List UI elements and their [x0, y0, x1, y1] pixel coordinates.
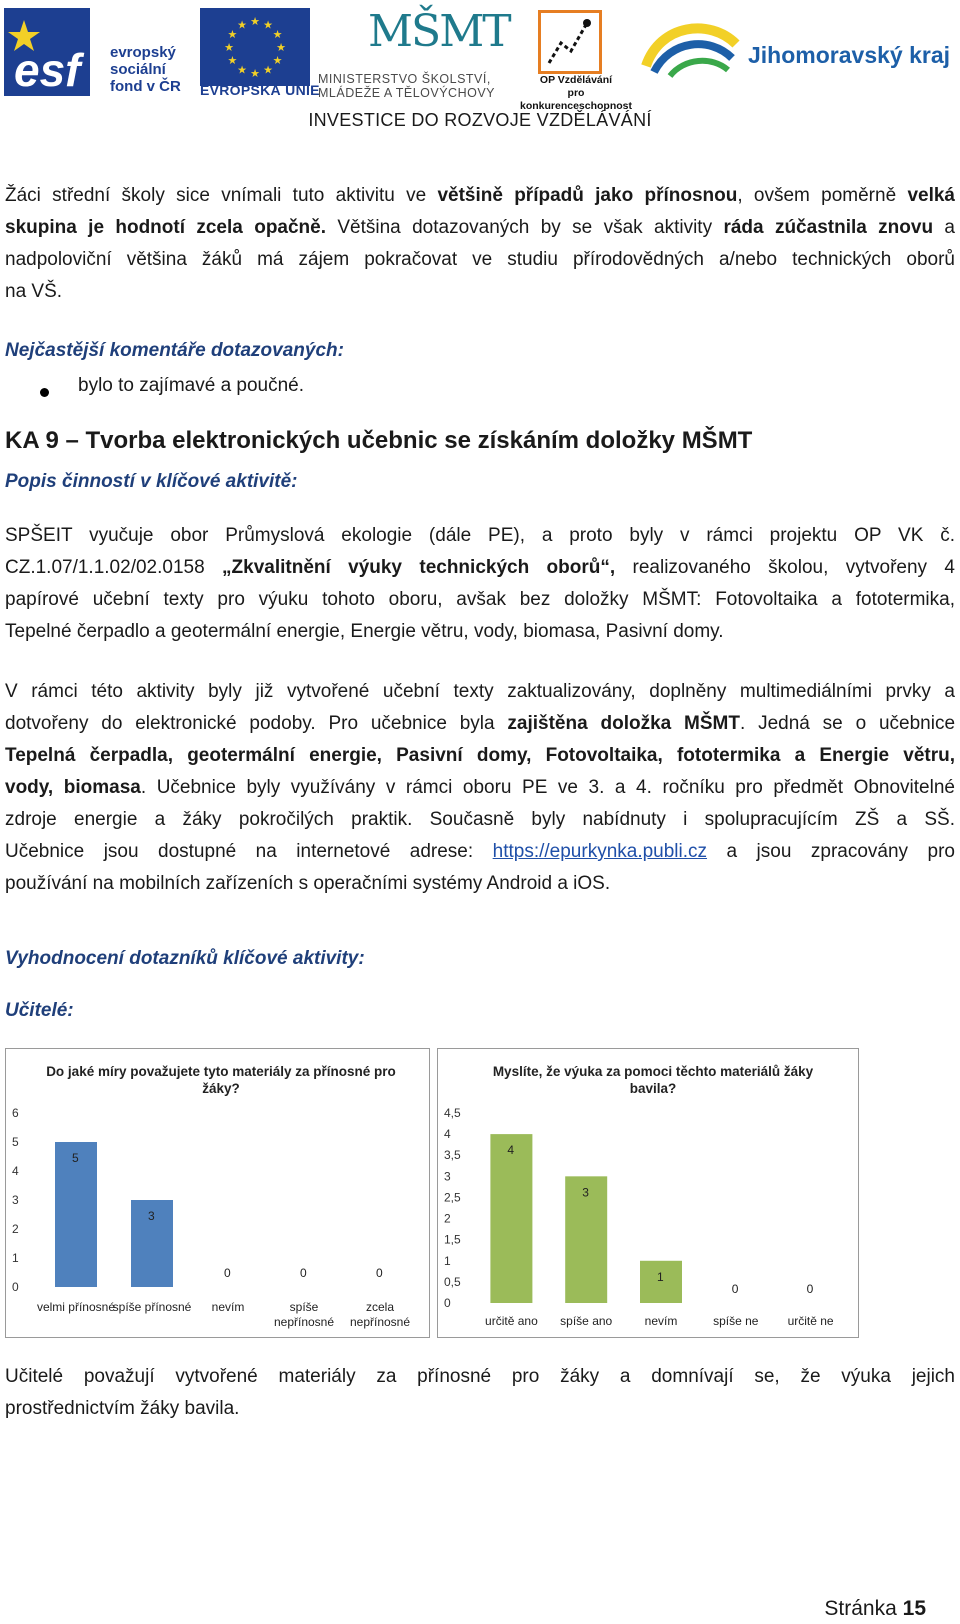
category-label: zcela — [365, 1300, 395, 1314]
y-tick-label: 1,5 — [444, 1232, 461, 1247]
text-line: skupina je hodnotí zcela opačně. Většina dotazovaných by se však aktivity ráda zúčastnila znovu a — [5, 217, 955, 238]
text-line: na VŠ. — [5, 281, 63, 302]
chart-enjoyment-plot — [438, 1049, 858, 1337]
text-line: Tepelné čerpadlo a geotermální energie, Energie větru, vody, biomasa, Pasivní domy. — [5, 621, 724, 642]
y-tick-label: 4,5 — [444, 1106, 461, 1120]
data-label: 3 — [582, 1185, 589, 1200]
text-line: zdroje energie a žáky pokročilých praktik. Současně byly nabídnuty i spolupracujícím ZŠ a SŠ. — [5, 809, 955, 830]
op-vk-logo-mark — [538, 10, 602, 74]
text-line: V rámci této aktivity byly již vytvořené učební texty zaktualizovány, doplněny multimediálními prvky a — [5, 681, 955, 702]
comments-heading: Nejčastější komentáře dotazovaných: — [5, 340, 344, 361]
page-number: Stránka 15 — [824, 1597, 926, 1620]
y-tick-label: 3 — [12, 1193, 19, 1207]
category-label: nevím — [211, 1300, 245, 1314]
category-label: určitě ano — [485, 1314, 538, 1328]
y-tick-label: 6 — [12, 1106, 19, 1120]
text-line: Učitelé považují vytvořené materiály za přínosné pro žáky a domnívají se, že výuka jejich — [5, 1366, 955, 1387]
esf-logo-text: evropský sociální fond v ČR — [110, 44, 181, 95]
category-label: určitě ne — [787, 1314, 834, 1328]
text-line: papírové učební texty pro výuku tohoto oboru, avšak bez doložky MŠMT: Fotovoltaika a fototermika, — [5, 589, 955, 610]
eu-star-icon: ★ — [263, 19, 273, 32]
chart-benefit-plot — [6, 1049, 429, 1337]
section-heading: KA 9 – Tvorba elektronických učebnic se získáním doložky MŠMT — [5, 427, 753, 454]
teachers-heading: Učitelé: — [5, 1000, 74, 1021]
intro-paragraph — [5, 180, 955, 308]
text-line: dotvořeny do elektronické podoby. Pro učebnice byla zajištěna doložka MŠMT. Jedná se o učebnice — [5, 713, 956, 734]
chart-benefit — [5, 1048, 430, 1338]
category-label: spíše ano — [560, 1314, 613, 1328]
data-label: 0 — [224, 1266, 231, 1280]
eu-star-icon: ★ — [250, 16, 260, 28]
y-tick-label: 2 — [12, 1222, 19, 1236]
text-line: CZ.1.07/1.1.02/02.0158 „Zkvalitnění výuky technických oborů“, realizovaného školou, vytvořeny 4 — [5, 557, 955, 578]
data-label: 0 — [300, 1266, 307, 1280]
chart-title: Myslíte, že výuka za pomoci těchto materiálů žáky bavila? — [492, 1064, 814, 1096]
header-tagline: INVESTICE DO ROZVOJE VZDĚLÁVÁNÍ — [308, 110, 652, 130]
eu-star-icon: ★ — [227, 55, 238, 67]
data-label: 1 — [657, 1269, 664, 1284]
y-tick-label: 3,5 — [444, 1148, 461, 1163]
y-tick-label: 5 — [12, 1135, 19, 1149]
activity-heading: Popis činností v klíčové aktivitě: — [5, 471, 298, 492]
y-tick-label: 4 — [444, 1127, 451, 1142]
eu-logo-text: EVROPSKÁ UNIE — [200, 82, 320, 98]
msmt-logo-text: MINISTERSTVO ŠKOLSTVÍ, MLÁDEŽE A TĚLOVÝCHOVY — [318, 72, 495, 100]
category-label: spíše ne — [713, 1314, 759, 1328]
esf-logo-mark — [4, 8, 90, 96]
data-label: 4 — [507, 1143, 515, 1158]
text-line: Učebnice jsou dostupné na internetové adrese: https://epurkynka.publi.cz a jsou zpracovány pro — [5, 841, 955, 862]
data-label: 5 — [72, 1151, 79, 1165]
category-label: nevím — [644, 1314, 678, 1328]
category-label: nepřínosné — [273, 1315, 335, 1329]
category-label: spíše — [289, 1300, 319, 1314]
chart-title: Do jaké míry považujete tyto materiály za přínosné pro žáky? — [46, 1064, 396, 1096]
y-tick-label: 3 — [444, 1169, 451, 1184]
eu-star-icon: ★ — [237, 64, 247, 77]
conclusion-paragraph — [5, 1361, 955, 1425]
y-tick-label: 1 — [444, 1253, 451, 1268]
y-tick-label: 2 — [444, 1211, 451, 1226]
eu-star-icon: ★ — [224, 42, 234, 54]
eu-star-icon: ★ — [272, 29, 283, 41]
category-label: nepřínosné — [349, 1315, 411, 1329]
chart-enjoyment — [437, 1048, 859, 1338]
activity-paragraph — [5, 520, 955, 648]
data-label: 0 — [806, 1282, 814, 1296]
y-tick-label: 0 — [12, 1280, 19, 1294]
msmt-logo-mark: MŠMT — [368, 6, 510, 57]
text-line: prostřednictvím žáky bavila. — [5, 1398, 240, 1419]
op-vk-logo-text: OP Vzdělávání pro konkurenceschopnost — [519, 74, 633, 112]
text-line: nadpoloviční většina žáků má zájem pokračovat ve studiu přírodovědných a/nebo technických oborů — [5, 249, 955, 270]
y-tick-label: 0 — [444, 1296, 451, 1310]
data-label: 0 — [376, 1266, 383, 1280]
eu-star-icon: ★ — [272, 55, 283, 67]
text-line: Žáci střední školy sice vnímali tuto aktivitu ve většině případů jako přínosnou, ovšem poměrně velká — [5, 185, 955, 206]
category-label: velmi přínosné — [36, 1300, 116, 1314]
eu-star-icon: ★ — [263, 64, 273, 77]
text-line: Tepelná čerpadla, geotermální energie, Pasivní domy, Fotovoltaika, fototermika a Energie větru, — [5, 745, 955, 766]
svg-text:esf: esf — [14, 44, 81, 96]
update-paragraph — [5, 676, 955, 900]
bar — [490, 1134, 532, 1303]
eu-star-icon: ★ — [227, 29, 238, 41]
eu-star-icon: ★ — [237, 19, 247, 32]
data-label: 0 — [731, 1282, 739, 1296]
evaluation-heading: Vyhodnocení dotazníků klíčové aktivity: — [5, 948, 365, 969]
text-line: vody, biomasa. Učebnice byly využívány v rámci oboru PE ve 3. a 4. ročníku pro předmět Obnovitelné — [5, 777, 955, 798]
y-tick-label: 4 — [12, 1164, 19, 1178]
jmk-logo-mark — [640, 14, 740, 83]
eu-star-icon: ★ — [276, 42, 286, 54]
y-tick-label: 2,5 — [444, 1190, 461, 1205]
eu-flag-logo — [200, 8, 310, 86]
data-label: 3 — [148, 1209, 155, 1223]
eu-star-icon: ★ — [250, 68, 260, 80]
epurkynka-link[interactable]: https://epurkynka.publi.cz — [492, 841, 708, 862]
bullet-icon — [40, 388, 49, 397]
bullet-item: bylo to zajímavé a poučné. — [78, 375, 305, 396]
text-line: SPŠEIT vyučuje obor Průmyslová ekologie (dále PE), a proto byly v rámci projektu OP VK č. — [5, 525, 955, 546]
y-tick-label: 1 — [12, 1251, 19, 1265]
category-label: spíše přínosné — [112, 1300, 192, 1314]
y-tick-label: 0,5 — [444, 1274, 461, 1289]
text-line: používání na mobilních zařízeních s operačními systémy Android a iOS. — [5, 873, 611, 894]
jmk-logo-text: Jihomoravský kraj — [748, 42, 951, 68]
